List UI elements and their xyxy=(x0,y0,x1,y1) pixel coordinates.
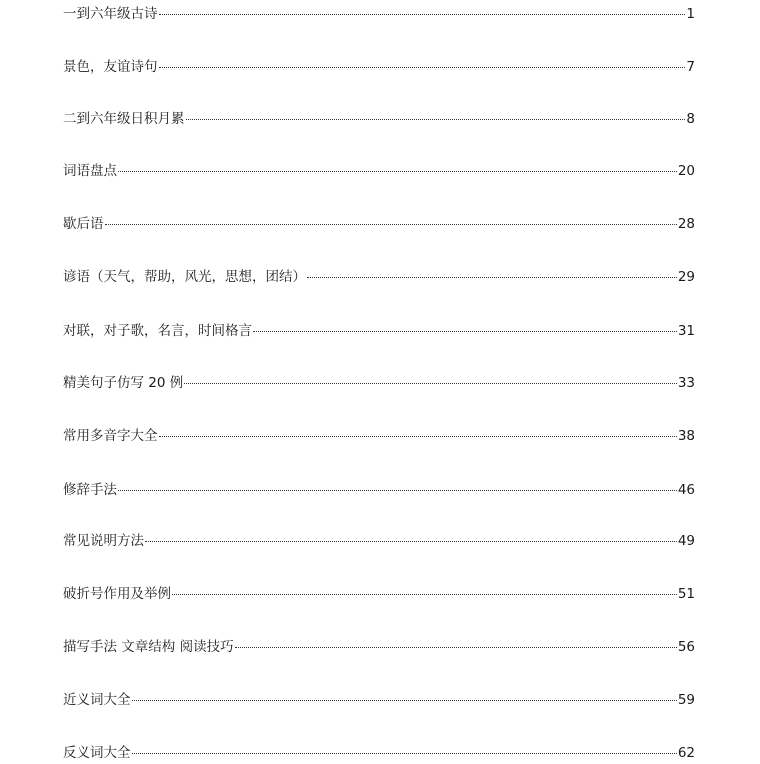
dot-leader xyxy=(118,171,677,172)
toc-entry-title: 常见说明方法 xyxy=(63,533,144,549)
toc-entry-title: 修辞手法 xyxy=(63,482,117,498)
dot-leader xyxy=(235,647,677,648)
dot-leader xyxy=(145,541,677,542)
toc-entry-title: 精美句子仿写 20 例 xyxy=(63,375,184,391)
toc-entry-title: 常用多音字大全 xyxy=(63,428,158,444)
toc-entry-title: 近义词大全 xyxy=(63,692,131,708)
toc-entry-title: 二到六年级日积月累 xyxy=(63,111,185,127)
toc-entry[interactable] xyxy=(63,479,695,501)
dot-leader xyxy=(118,490,677,491)
toc-entry-page: 1 xyxy=(686,6,695,22)
toc-entry-page: 49 xyxy=(677,533,695,549)
toc-entry[interactable] xyxy=(63,689,695,711)
dot-leader xyxy=(184,383,677,384)
toc-entry-page: 51 xyxy=(677,586,695,602)
toc-entry[interactable] xyxy=(63,108,695,130)
toc-entry-title: 破折号作用及举例 xyxy=(63,586,171,602)
toc-entry-title: 词语盘点 xyxy=(63,163,117,179)
dot-leader xyxy=(307,277,677,278)
toc-entry-page: 28 xyxy=(677,216,695,232)
toc-entry-page: 20 xyxy=(677,163,695,179)
dot-leader xyxy=(159,67,686,68)
toc-entry-title: 一到六年级古诗 xyxy=(63,6,158,22)
toc-entry-title: 反义词大全 xyxy=(63,745,131,761)
toc-entry[interactable] xyxy=(63,266,695,288)
toc-entry-title: 谚语（天气，帮助，风光，思想，团结） xyxy=(63,269,306,285)
toc-entry-page: 38 xyxy=(677,428,695,444)
toc-entry-title: 歇后语 xyxy=(63,216,104,232)
dot-leader xyxy=(159,14,686,15)
toc-entry-page: 31 xyxy=(677,323,695,339)
toc-entry[interactable] xyxy=(63,320,695,342)
toc-entry-title: 对联，对子歌，名言，时间格言 xyxy=(63,323,252,339)
toc-entry-page: 62 xyxy=(677,745,695,761)
dot-leader xyxy=(172,594,677,595)
toc-entry[interactable] xyxy=(63,160,695,182)
toc-entry-page: 59 xyxy=(677,692,695,708)
dot-leader xyxy=(132,753,677,754)
dot-leader xyxy=(159,436,677,437)
dot-leader xyxy=(253,331,677,332)
toc-entry[interactable] xyxy=(63,213,695,235)
toc-entry[interactable] xyxy=(63,530,695,552)
toc-entry[interactable] xyxy=(63,372,695,394)
toc-entry[interactable] xyxy=(63,636,695,658)
dot-leader xyxy=(132,700,677,701)
dot-leader xyxy=(186,119,686,120)
toc-entry-title: 景色，友谊诗句 xyxy=(63,59,158,75)
toc-entry-page: 56 xyxy=(677,639,695,655)
toc-entry[interactable] xyxy=(63,742,695,764)
toc-entry-page: 7 xyxy=(686,59,695,75)
toc-entry[interactable] xyxy=(63,425,695,447)
toc-entry-page: 8 xyxy=(686,111,695,127)
toc-entry[interactable] xyxy=(63,583,695,605)
dot-leader xyxy=(105,224,677,225)
toc-entry[interactable] xyxy=(63,56,695,78)
toc-entry-page: 33 xyxy=(677,375,695,391)
toc-entry[interactable] xyxy=(63,3,695,25)
toc-entry-page: 46 xyxy=(677,482,695,498)
toc-entry-title: 描写手法 文章结构 阅读技巧 xyxy=(63,639,234,655)
toc-entry-page: 29 xyxy=(677,269,695,285)
